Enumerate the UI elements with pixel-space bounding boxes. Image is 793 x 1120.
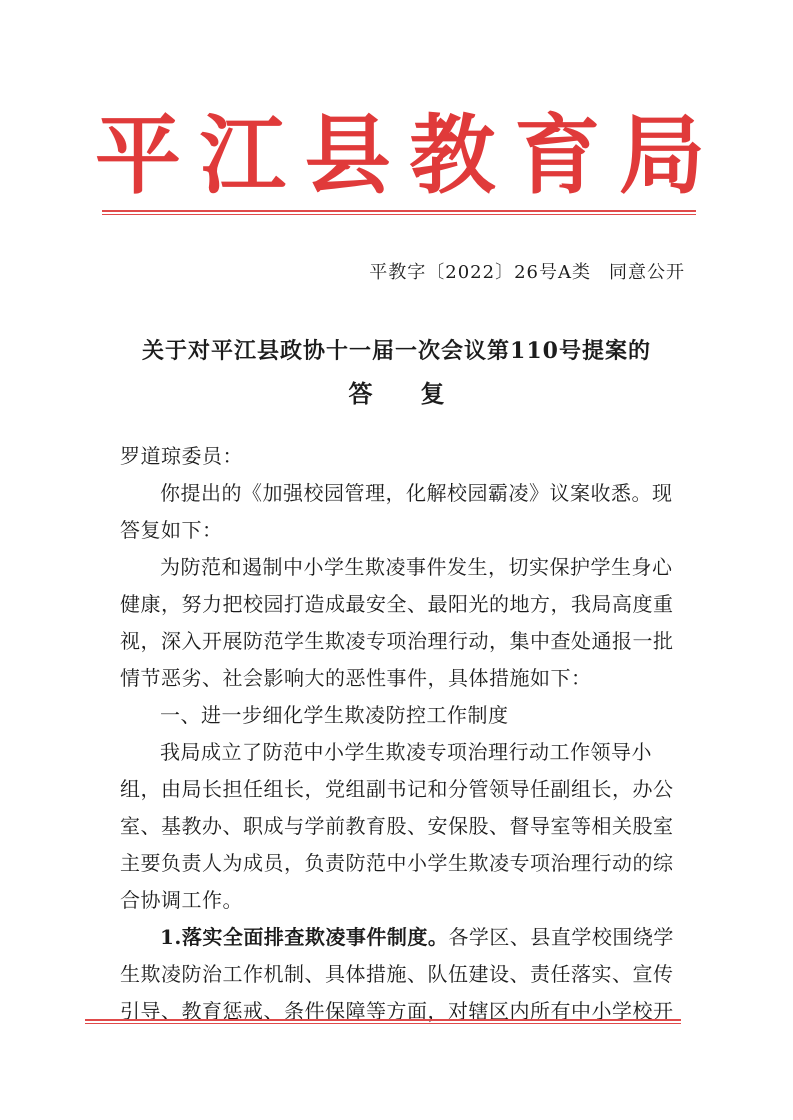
title-char: 复: [420, 379, 445, 408]
masthead-char: 教: [409, 105, 496, 206]
header-red-divider: [102, 210, 696, 215]
document-number-line: [369, 258, 685, 284]
masthead-title: [95, 105, 705, 206]
title-char: 答: [348, 379, 373, 408]
item-lead: 1.落实全面排查欺凌事件制度。: [160, 925, 449, 949]
document-body: [120, 438, 690, 1030]
section-heading: 一、进一步细化学生欺凌防控工作制度: [160, 703, 509, 727]
masthead-char: 育: [514, 105, 601, 206]
document-number: 平教字〔2022〕26号A类: [369, 262, 591, 283]
paragraph: 你提出的《加强校园管理，化解校园霸凌》议案收悉。现答复如下：: [120, 481, 673, 542]
disclosure-label: 同意公开: [609, 262, 685, 283]
paragraph: [120, 919, 690, 1030]
salutation: 罗道琼委员：: [120, 444, 243, 468]
item-text: 各学区、县直学校围绕学生欺凌防治工作机制、具体措施、队伍建设、责任落实、宣传引导、教育惩戒、条件保障等方面，对辖区内所有中小学校开: [120, 925, 674, 1023]
paragraph: 为防范和遏制中小学生欺凌事件发生，切实保护学生身心健康，努力把校园打造成最安全、最阳光的地方，我局高度重视，深入开展防范学生欺凌专项治理行动，集中查处通报一批情节恶劣、社会影响大的恶性事件，具体措施如下：: [120, 555, 674, 690]
paragraph: 我局成立了防范中小学生欺凌专项治理行动工作领导小组，由局长担任组长，党组副书记和分管领导任副组长，办公室、基教办、职成与学前教育股、安保股、督导室等相关股室主要负责人为成员，负责防范中小学生欺凌专项治理行动的综合协调工作。: [120, 740, 674, 912]
masthead-char: 平: [95, 105, 181, 206]
document-title-line2: [0, 374, 793, 409]
document-title-line1: 关于对平江县政协十一届一次会议第110号提案的: [142, 338, 651, 364]
masthead-char: 局: [618, 105, 705, 206]
masthead-char: 县: [304, 105, 391, 206]
footer-red-divider: [85, 1019, 681, 1024]
masthead-char: 江: [199, 105, 286, 206]
